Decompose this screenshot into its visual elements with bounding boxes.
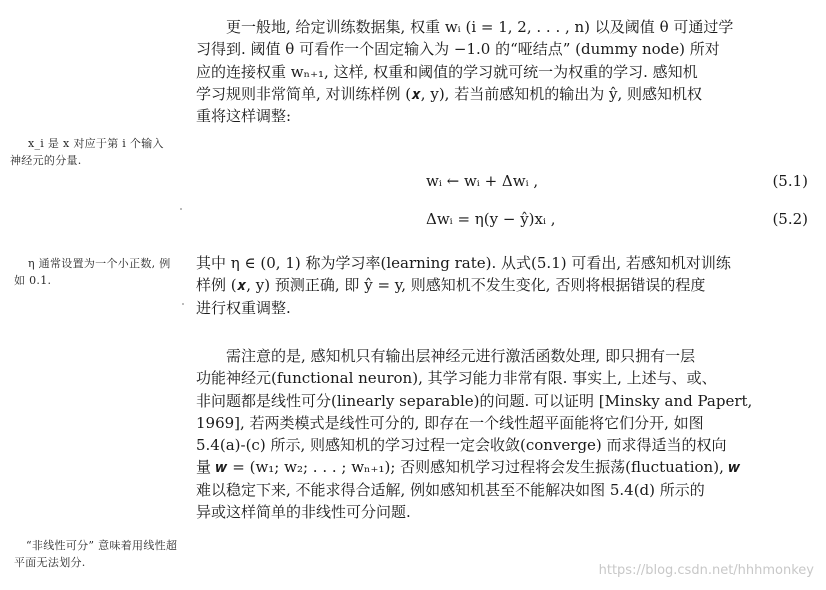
paragraph-learning-rate: [196, 252, 808, 319]
text-line: 应的连接权重 wₙ₊₁, 这样, 权重和阈值的学习就可统一为权重的学习. 感知机: [196, 62, 698, 81]
equation-number: (5.2): [772, 210, 808, 228]
text-line: 样例 (𝒙, y) 预测正确, 即 ŷ = y, 则感知机不发生变化, 否则将根据错误的程度: [196, 276, 706, 295]
watermark: https://blog.csdn.net/hhhmonkey: [598, 563, 814, 578]
scan-speck: [182, 303, 184, 305]
margin-note-learning-rate: η 通常设置为一个小正数, 例如 0.1.: [14, 257, 171, 287]
equation-formula: Δwᵢ = η(y − ŷ)xᵢ ,: [426, 210, 556, 228]
margin-note-input-component: x_i 是 x 对应于第 i 个输入神经元的分量.: [10, 137, 164, 167]
equation-5-2: [196, 210, 808, 234]
text-line: 异或这样简单的非线性可分问题.: [196, 503, 411, 522]
equation-number: (5.1): [772, 172, 808, 190]
margin-note-nonlinear: “非线性可分” 意味着用线性超平面无法划分.: [14, 539, 178, 569]
text-line: 进行权重调整.: [196, 298, 291, 317]
paragraph-linear-separability: [196, 345, 808, 523]
text-line: 重将这样调整:: [196, 107, 292, 126]
paragraph-weight-learning: [196, 16, 808, 127]
text-line: 非问题都是线性可分(linearly separable)的问题. 可以证明 [Minsky and Papert,: [196, 391, 753, 410]
scan-speck: [180, 208, 182, 210]
text-line: 量 𝒘 = (w₁; w₂; . . . ; wₙ₊₁); 否则感知机学习过程将会发生振荡(fluctuation), 𝒘: [196, 458, 741, 477]
text-line: 难以稳定下来, 不能求得合适解, 例如感知机甚至不能解决如图 5.4(d) 所示的: [196, 480, 705, 499]
text-line: 学习规则非常简单, 对训练样例 (𝒙, y), 若当前感知机的输出为 ŷ, 则感知机权: [196, 84, 702, 103]
text-line: 5.4(a)-(c) 所示, 则感知机的学习过程一定会收敛(converge) 而求得适当的权向: [196, 436, 727, 455]
equation-formula: wᵢ ← wᵢ + Δwᵢ ,: [426, 172, 539, 190]
text-line: 1969], 若两类模式是线性可分的, 即存在一个线性超平面能将它们分开, 如图: [196, 413, 704, 432]
text-line: 功能神经元(functional neuron), 其学习能力非常有限. 事实上, 上述与、或、: [196, 369, 717, 388]
text-line: 需注意的是, 感知机只有输出层神经元进行激活函数处理, 即只拥有一层: [226, 347, 696, 365]
text-line: 习得到. 阈值 θ 可看作一个固定输入为 −1.0 的“哑结点” (dummy node) 所对: [196, 40, 720, 59]
text-line: 其中 η ∈ (0, 1) 称为学习率(learning rate). 从式(5.1) 可看出, 若感知机对训练: [196, 254, 731, 272]
equation-5-1: [196, 172, 808, 196]
text-line: 更一般地, 给定训练数据集, 权重 wᵢ (i = 1, 2, . . . , n) 以及阈值 θ 可通过学: [226, 18, 734, 36]
